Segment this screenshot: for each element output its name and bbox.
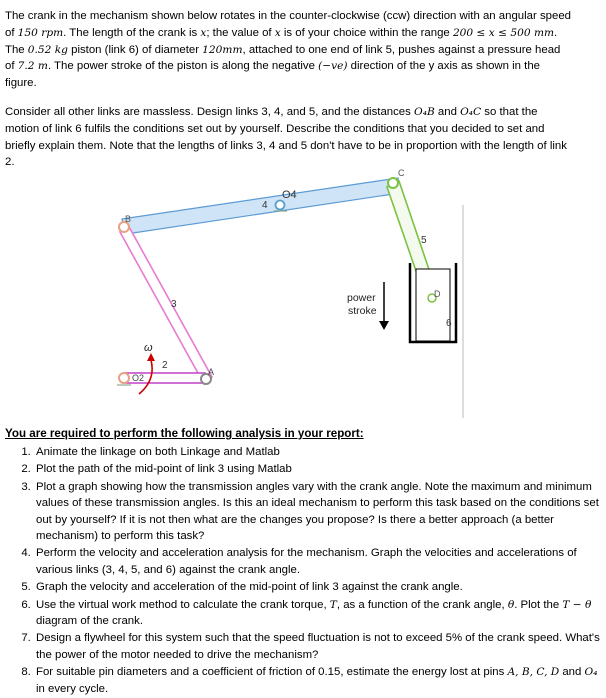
joint-o4: [276, 201, 285, 210]
link-4-bar: [122, 178, 400, 234]
label-omega: ω: [144, 342, 153, 354]
text-run: , attached to one end of link 5, pushes against a pressure head of: [5, 43, 561, 73]
label-stroke: stroke: [348, 305, 377, 317]
math-head: 7.2 m: [17, 60, 48, 73]
task-text: Use the virtual work method to calculate the crank torque,: [36, 598, 330, 611]
task-item: [34, 444, 606, 460]
text-run: piston (link 6) of diameter: [67, 43, 203, 56]
text-run: . The: [5, 26, 558, 56]
text-run: and: [434, 106, 461, 118]
text-run: . The power stroke of the piston is along the negative: [47, 60, 319, 73]
task-text: diagram of the crank.: [36, 615, 143, 628]
label-link-4: 4: [262, 200, 268, 211]
arrowhead-icon: [379, 321, 389, 330]
task-text: Plot the path of the mid-point of link 3 using Matlab: [36, 463, 292, 476]
math-mass: 0.52 kg: [27, 43, 68, 56]
math-o4b: O₄B: [414, 106, 435, 118]
joint-c: [388, 178, 398, 188]
text-run: The crank in the mechanism shown below rotates in the counter-clockwise (ccw) direction with an angular speed of: [5, 10, 572, 39]
piston-link-6: [416, 269, 450, 341]
task-list: [0, 444, 606, 698]
label-b: B: [125, 214, 132, 224]
label-link-5: 5: [421, 235, 427, 246]
math-range: 200 ≤ x ≤ 500 mm: [452, 26, 555, 39]
text-run: is of your choice within the range: [280, 26, 453, 39]
task-text: . Plot the: [514, 598, 563, 611]
math-d: D: [550, 666, 560, 679]
label-a: A: [208, 367, 215, 377]
label-link-3: 3: [171, 299, 177, 310]
task-text: Plot a graph showing how the transmission angles vary with the crank angle. Note the maximum and minimum values of these transmission angles. Is this an ideal mechanism to perform this task based on the conditions set out by yourself? If it is not then what are the changes you propose? Is there a better approach (a better mechanism) to perform this task?: [36, 480, 599, 543]
text-run: so that the motion of link 6 fulfils the conditions set out by yourself. Describe the conditions that you decided to set and briefly explain them. Note that the lengths of links 3, 4 and 5 don't have to be in proportion with the length of link 2.: [5, 106, 567, 169]
task-item: [34, 664, 606, 697]
text-run: direction of the y axis as shown in the figure.: [5, 60, 540, 90]
task-text: For suitable pin diameters and a coefficient of friction of 0.15, estimate the energy lost at pins: [36, 666, 508, 679]
math-theta: θ: [507, 598, 515, 611]
task-text: Perform the velocity and acceleration analysis for the mechanism. Graph the velocities and accelerations of various links (3, 4, 5, and 6) against the crank angle.: [36, 547, 577, 576]
task-item: [34, 479, 606, 545]
text-run: Consider all other links are massless. Design links 3, 4, and 5, and the distances: [5, 106, 415, 118]
joint-o2: [119, 373, 129, 383]
label-o2: O2: [132, 373, 145, 383]
label-d: D: [434, 289, 441, 299]
task-item: [34, 630, 606, 663]
section-heading: You are required to perform the following analysis in your report:: [5, 427, 364, 440]
text-run: . The length of the crank is: [63, 26, 201, 39]
task-text: and: [559, 666, 585, 679]
math-x: x: [200, 26, 207, 39]
math-torque: T: [329, 598, 337, 611]
task-text: , as a function of the crank angle,: [336, 598, 508, 611]
task-item: [34, 545, 606, 578]
task-item: [34, 461, 606, 477]
label-power: power: [347, 292, 376, 304]
math-speed: 150 rpm: [17, 26, 64, 39]
arrowhead-icon: [147, 353, 155, 361]
task-item: [34, 579, 606, 595]
math-o4c: O₄C: [460, 106, 482, 118]
task-text: in every cycle.: [36, 682, 109, 695]
math-negative: (−ve): [318, 60, 348, 73]
math-diameter: 120mm: [202, 43, 243, 56]
math-t-theta: T − θ: [562, 598, 592, 611]
task-text: Design a flywheel for this system such that the speed fluctuation is not to exceed 5% of the crank speed. What's the power of the motor needed to drive the mechanism?: [36, 632, 600, 661]
label-link-2: 2: [162, 360, 168, 371]
task-text: Graph the velocity and acceleration of the mid-point of link 3 against the crank angle.: [36, 581, 463, 594]
text-run: ; the value of: [206, 26, 275, 39]
task-item: [34, 597, 606, 630]
task-text: Animate the linkage on both Linkage and Matlab: [36, 446, 280, 458]
label-o4: O4: [282, 189, 297, 201]
math-o4: O₄: [584, 666, 598, 679]
label-link-6: 6: [446, 318, 452, 329]
math-pins: A, B, C,: [507, 666, 548, 679]
mechanism-figure: [0, 158, 581, 428]
label-c: C: [398, 168, 405, 178]
intro-paragraph-1: [5, 8, 573, 92]
math-x: x: [274, 26, 281, 39]
